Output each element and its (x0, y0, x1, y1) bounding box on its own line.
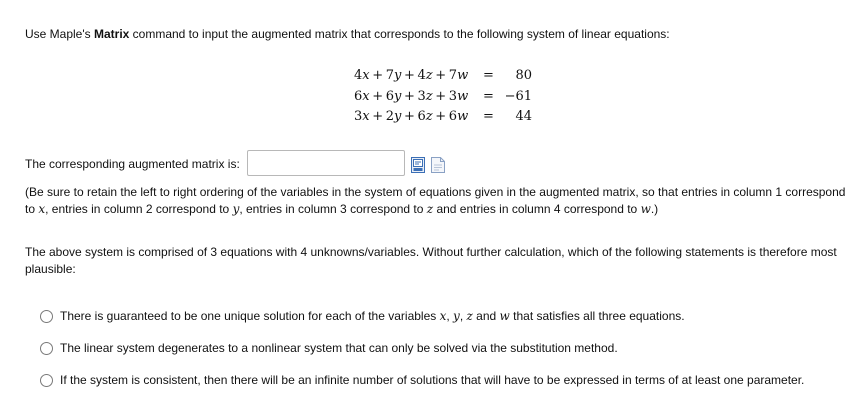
matrix-command-keyword: Matrix (93, 27, 130, 41)
option-nonlinear[interactable] (40, 339, 618, 357)
option-label: There is guaranteed to be one unique solution for each of the variables x, y, z and w that satisfies all three equations. (60, 309, 685, 323)
variable-w: w (640, 202, 651, 216)
variable-w: w (499, 309, 510, 323)
variable-x: x (38, 202, 46, 216)
equation-rhs: −61 (504, 89, 532, 104)
option-infinite-solutions[interactable] (40, 371, 804, 389)
option-label: The linear system degenerates to a nonlinear system that can only be solved via the substitution method. (60, 341, 618, 355)
equation-lhs: 4x + 7y + 4z + 7w (354, 68, 469, 83)
equation-equals: = (483, 89, 494, 104)
ordering-note: (Be sure to retain the left to right ordering of the variables in the system of equations given in the augmented matrix, so that entries in column 1 correspond to x, entries in column 2 correspond to y, entries in column 3 correspond to z and entries in column 4 correspond to w.) (25, 185, 846, 216)
matrix-editor-icon[interactable] (411, 157, 425, 173)
radio-button[interactable] (40, 310, 53, 323)
variable-x: x (439, 309, 447, 323)
option-label: If the system is consistent, then there will be an infinite number of solutions that will have to be expressed in terms of at least one parameter. (60, 373, 805, 387)
equation-row-3 (0, 109, 863, 129)
radio-button[interactable] (40, 342, 53, 355)
equation-lhs: 3x + 2y + 6z + 6w (354, 109, 469, 124)
question-text: The above system is comprised of 3 equations with 4 unknowns/variables. Without further calculation, which of the following statements is therefore most plausible: (25, 245, 837, 276)
equation-rhs: 44 (515, 109, 532, 124)
augmented-matrix-input[interactable] (247, 150, 405, 176)
variable-z: z (426, 202, 434, 216)
variable-y: y (453, 309, 460, 323)
equation-lhs: 6x + 6y + 3z + 3w (354, 89, 469, 104)
instruction-prefix: Use Maple's (25, 27, 94, 41)
instruction-text (25, 27, 670, 41)
equation-row-1 (0, 68, 863, 88)
radio-button[interactable] (40, 374, 53, 387)
equation-equals: = (483, 68, 494, 83)
preview-icon[interactable] (431, 157, 445, 173)
equation-row-2 (0, 89, 863, 109)
option-unique-solution[interactable] (40, 307, 685, 325)
equation-rhs: 80 (515, 68, 532, 83)
instruction-suffix: command to input the augmented matrix that corresponds to the following system of linear equations: (129, 27, 670, 41)
variable-y: y (232, 202, 240, 216)
variable-z: z (466, 309, 473, 323)
equation-equals: = (483, 109, 494, 124)
answer-label: The corresponding augmented matrix is: (25, 157, 240, 171)
